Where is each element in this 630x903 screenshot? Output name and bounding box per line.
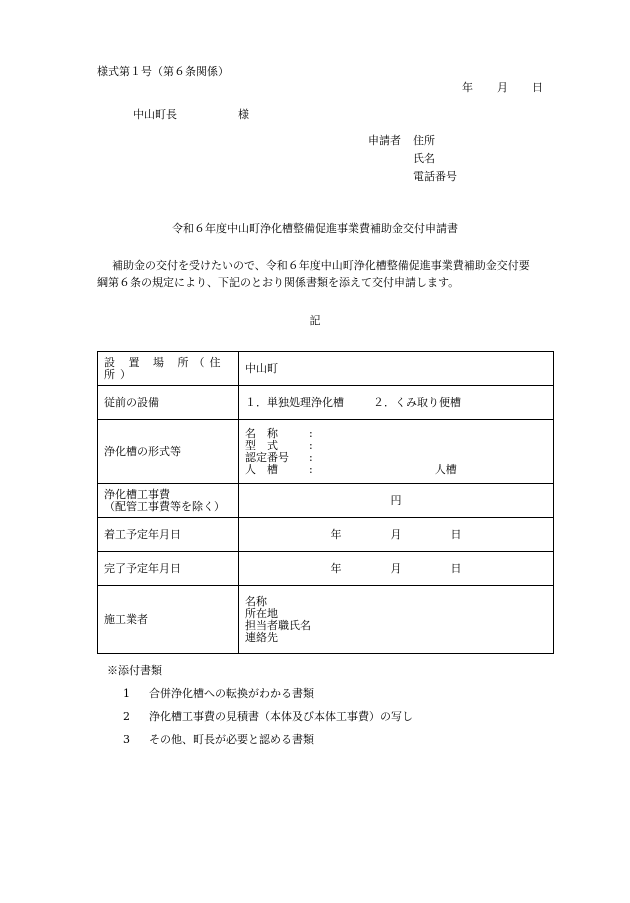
recipient: 中山町長: [133, 108, 177, 121]
attachment-item: [123, 710, 413, 724]
start-month: 月: [390, 527, 402, 541]
finish-year: 年: [330, 561, 342, 575]
applicant-phone-label: 電話番号: [413, 170, 457, 183]
body-line-2: 綱第６条の規定により、下記のとおり関係書類を添えて交付申請します。: [97, 276, 460, 289]
date-day-label: 日: [532, 81, 543, 94]
application-table: [97, 351, 554, 654]
septic-model-colon: :: [309, 438, 313, 452]
attachment-item: [123, 687, 314, 701]
attachment-item: [123, 733, 314, 747]
start-date-label: 着工予定年月日: [98, 518, 239, 552]
finish-date-label: 完了予定年月日: [98, 552, 239, 586]
start-year: 年: [330, 527, 342, 541]
attachment-number: 3: [123, 733, 130, 746]
row-contractor: [98, 586, 554, 654]
attachment-text: 合併浄化槽への転換がわかる書類: [149, 687, 314, 700]
row-septic-type: [98, 420, 554, 484]
previous-label: 従前の設備: [98, 386, 239, 420]
contractor-label: 施工業者: [98, 586, 239, 654]
applicant-name-label: 氏名: [413, 152, 435, 165]
ki-heading: 記: [309, 314, 321, 327]
cost-label: [98, 484, 239, 518]
previous-options: [239, 386, 554, 420]
finish-day: 日: [450, 561, 462, 575]
location-label: 設 置 場 所（住 所）: [98, 352, 239, 386]
septic-name-line: [245, 428, 547, 440]
attachment-number: 2: [123, 710, 130, 723]
attachment-number: 1: [123, 687, 130, 700]
contractor-details: [239, 586, 554, 654]
location-value: 中山町: [239, 352, 554, 386]
applicant-address-label: 住所: [413, 134, 435, 147]
septic-persons-label: 人 槽: [245, 462, 278, 476]
previous-option-1: １．単独処理浄化槽: [245, 395, 344, 409]
septic-cert-colon: :: [309, 450, 313, 464]
previous-option-2: ２．くみ取り便槽: [373, 395, 461, 409]
septic-name-colon: :: [309, 426, 313, 440]
start-day: 日: [450, 527, 462, 541]
septic-type-details: [239, 420, 554, 484]
contractor-name-label: 名称: [245, 594, 267, 608]
date-month-label: 月: [497, 81, 508, 94]
cost-label-line-1: 浄化槽工事費: [104, 487, 170, 501]
row-previous-equipment: [98, 386, 554, 420]
applicant-label: 申請者: [368, 134, 401, 147]
start-date-value: [239, 518, 554, 552]
row-finish-date: [98, 552, 554, 586]
date-year-label: 年: [462, 81, 473, 94]
document-title: 令和６年度中山町浄化槽整備促進事業費補助金交付申請書: [172, 222, 458, 235]
septic-persons-colon: :: [309, 462, 313, 476]
finish-date-value: [239, 552, 554, 586]
row-start-date: [98, 518, 554, 552]
septic-model-line: [245, 440, 547, 452]
attachment-text: 浄化槽工事費の見積書（本体及び本体工事費）の写し: [149, 710, 413, 723]
body-line-1: 補助金の交付を受けたいので、令和６年度中山町浄化槽整備促進事業費補助金交付要: [112, 259, 530, 272]
honorific: 様: [238, 108, 249, 121]
contractor-person-label: 担当者職氏名: [245, 618, 311, 632]
septic-cert-label: 認定番号: [245, 450, 289, 464]
septic-type-label: 浄化槽の形式等: [98, 420, 239, 484]
contractor-address-label: 所在地: [245, 606, 278, 620]
septic-model-label: 型 式: [245, 438, 278, 452]
contractor-contact-label: 連絡先: [245, 630, 278, 644]
septic-name-label: 名 称: [245, 426, 278, 440]
attachments-heading: ※添付書類: [107, 664, 162, 677]
form-number: 様式第１号（第６条関係）: [97, 65, 229, 78]
attachment-text: その他、町長が必要と認める書類: [149, 733, 314, 746]
septic-cert-line: [245, 452, 547, 464]
row-location: [98, 352, 554, 386]
septic-persons-line: [245, 464, 547, 476]
finish-month: 月: [390, 561, 402, 575]
septic-persons-unit: 人槽: [434, 462, 457, 476]
row-cost: [98, 484, 554, 518]
cost-value: 円: [239, 484, 554, 518]
cost-label-line-2: （配管工事費等を除く）: [104, 499, 225, 513]
